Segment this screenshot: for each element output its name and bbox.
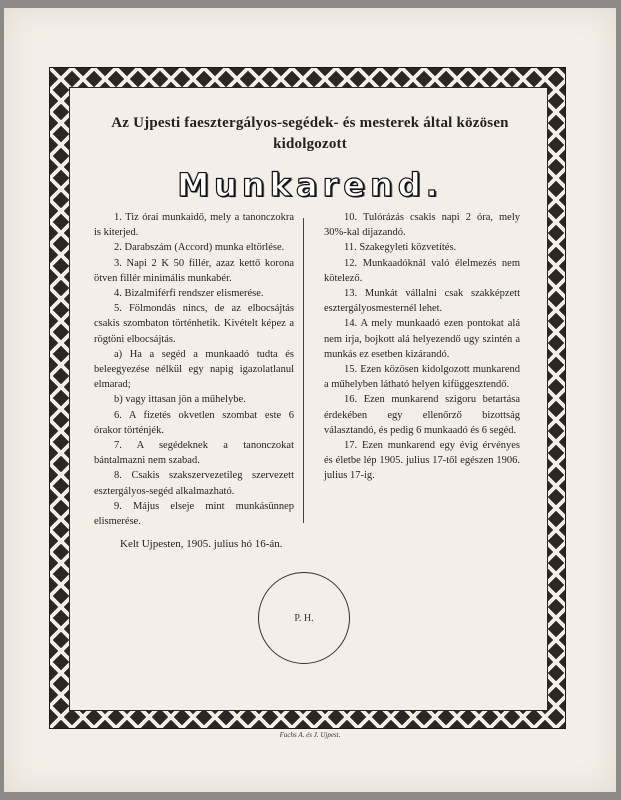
rule-item: 1. Tiz órai munkaidő, mely a tanonczokra is kiterjed. [94, 212, 294, 239]
rule-item: 4. Bizalmiférfi rendszer elismerése. [114, 288, 264, 300]
rule-item: 5. Fölmondás nincs, de az elbocsájtás csakis szombaton történhetik. Kivételt képez a rögtöni elbocsájtás. [94, 303, 294, 345]
rule-item: 6. A fizetés okvetlen szombat este 6 órakor történjék. [94, 409, 294, 436]
rule-item: 3. Napi 2 K 50 fillér, azaz kettő korona ötven fillér minimális munkabér. [94, 257, 294, 284]
rule-item: 15. Ezen közösen kidolgozott munkarend a műhelyben látható helyen kifüggesztendő. [324, 364, 520, 391]
rule-item: 16. Ezen munkarend szigoru betartása érdekében egy ellenőrző bizottság választandó, és pedig 6 munkaadó és 6 segéd. [324, 394, 520, 436]
column-divider [303, 218, 304, 523]
rule-item: 8. Csakis szakszervezetileg szervezett esztergályos-segéd alkalmazható. [94, 470, 294, 497]
heading-line-2: kidolgozott [273, 136, 347, 152]
heading-line-1: Az Ujpesti faesztergályos-segédek- és mesterek által közösen [111, 115, 509, 131]
rule-item: a) Ha a segéd a munkaadó tudta és beleegyezése nélkül egy napig igazolatlanul elmarad; [94, 348, 294, 391]
rule-item: 14. A mely munkaadó ezen pontokat alá nem irja, bojkott alá helyezendő ugy szintén a munkás ez esetben kizárandó. [324, 318, 520, 360]
rule-item: 10. Tulórázás csakis napi 2 óra, mely 30%-kal dijazandó. [324, 212, 520, 239]
rule-item: 13. Munkát vállalni csak szakképzett esztergályosmesternél lehet. [324, 288, 520, 315]
seal-circle [258, 572, 350, 664]
rule-item: 12. Munkaadóknál való élelmezés nem kötelező. [324, 257, 520, 284]
rule-item: 11. Szakegyleti közvetítés. [344, 242, 457, 254]
rules-right-column [324, 210, 520, 484]
printer-imprint: Fuchs A. és J. Ujpest. [279, 731, 341, 739]
seal-label: P. H. [294, 612, 314, 624]
rule-item: b) vagy ittasan jön a műhelybe. [114, 394, 246, 406]
document-title: Munkarend. [177, 166, 443, 204]
rule-item: 2. Darabszám (Accord) munka eltörlése. [114, 242, 285, 254]
rule-item: 17. Ezen munkarend egy évig érvényes és életbe lép 1905. julius 17-től egészen 1906. julius 17-ig. [324, 440, 520, 482]
rules-left-column [94, 210, 294, 529]
rule-item: 9. Május elseje mint munkásünnep elismerése. [94, 500, 294, 528]
rule-item: 7. A segédeknek a tanonczokat bántalmazni nem szabad. [94, 440, 294, 467]
date-line: Kelt Ujpesten, 1905. julius hó 16-án. [120, 538, 283, 550]
